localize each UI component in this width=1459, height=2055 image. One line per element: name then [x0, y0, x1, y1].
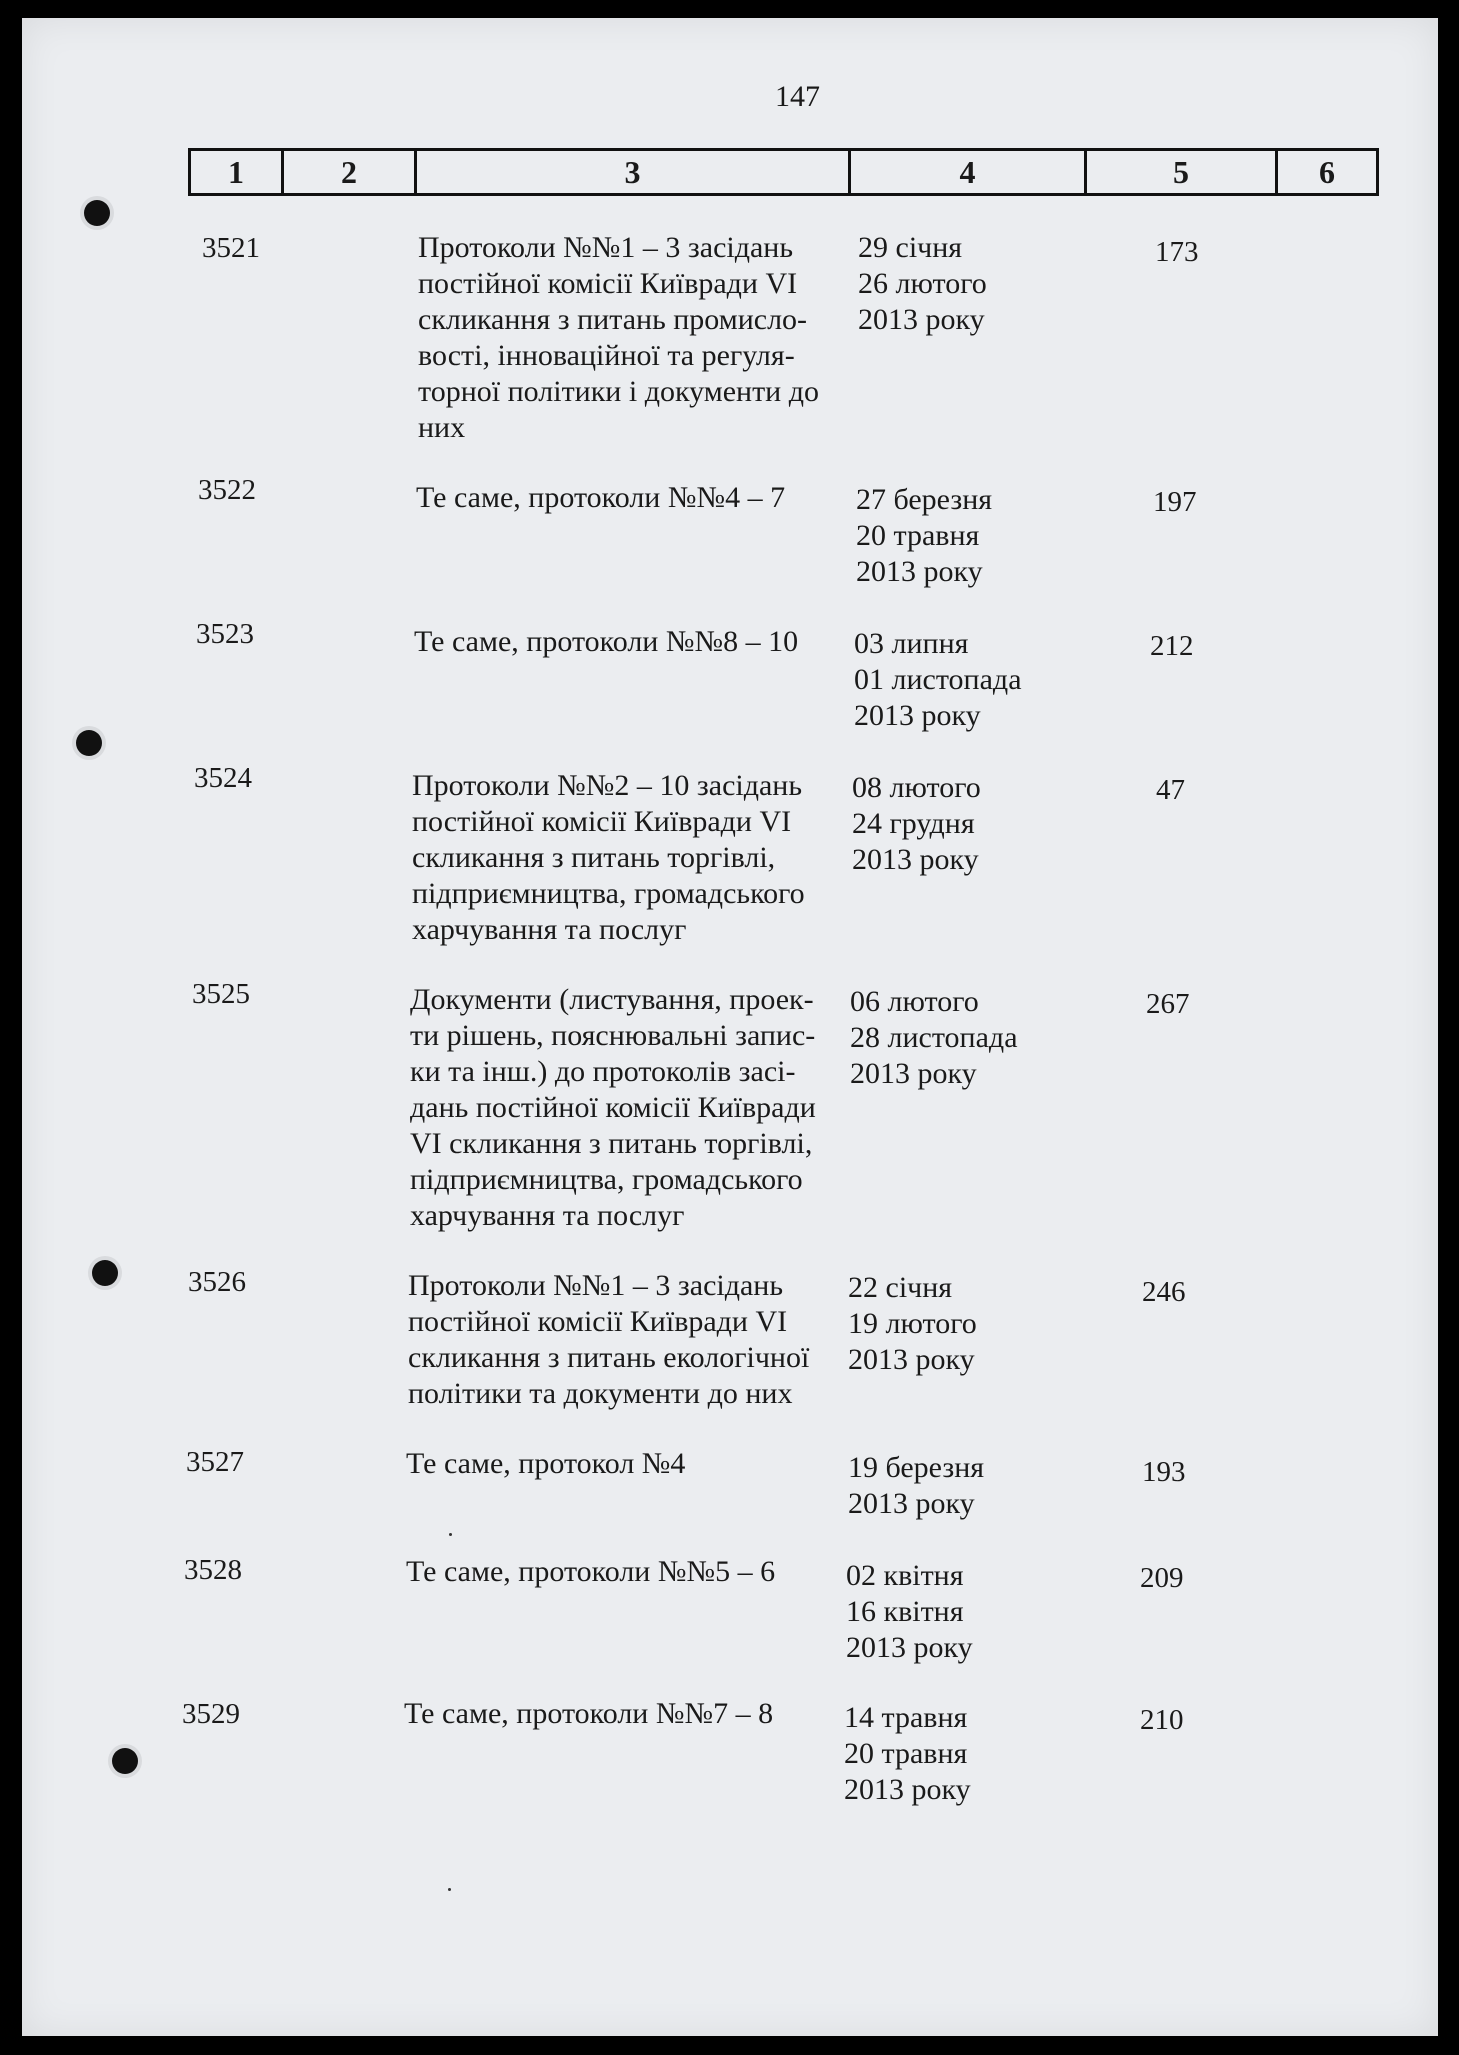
- sheet-count: 267: [1146, 988, 1190, 1020]
- file-number: 3523: [196, 618, 254, 650]
- file-dates: 02 квітня 16 квітня 2013 року: [846, 1559, 973, 1664]
- column-header: 2: [284, 151, 417, 193]
- file-number: 3525: [192, 978, 250, 1010]
- file-number: 3529: [182, 1698, 240, 1730]
- punch-hole: [76, 730, 102, 756]
- file-number: 3526: [188, 1266, 246, 1298]
- file-title: Документи (листування, проек- ти рішень, пояснювальні запис- ки та інш.) до протоколів засі- дань постійної комісії Київради VI скликання з питань торгівлі, підприємництва, громадського харчування та послуг: [410, 983, 816, 1232]
- column-header: 3: [417, 151, 851, 193]
- speck: [449, 1533, 452, 1536]
- file-number: 3528: [184, 1554, 242, 1586]
- file-dates: 06 лютого 28 листопада 2013 року: [850, 985, 1018, 1090]
- column-header: 1: [191, 151, 284, 193]
- file-title: Те саме, протокол №4: [406, 1447, 686, 1480]
- file-title: Те саме, протоколи №№5 – 6: [406, 1555, 776, 1588]
- sheet-count: 197: [1153, 486, 1197, 518]
- file-title: Те саме, протоколи №№4 – 7: [416, 481, 786, 514]
- column-header: 4: [851, 151, 1087, 193]
- file-dates: 14 травня 20 травня 2013 року: [844, 1701, 971, 1806]
- column-header: 5: [1087, 151, 1278, 193]
- punch-hole: [112, 1748, 138, 1774]
- file-title: Протоколи №№2 – 10 засідань постійної комісії Київради VI скликання з питань торгівлі, підприємництва, громадського харчування та послуг: [412, 769, 805, 946]
- file-dates: 29 січня 26 лютого 2013 року: [858, 231, 987, 336]
- file-number: 3527: [186, 1446, 244, 1478]
- file-title: Те саме, протоколи №№8 – 10: [414, 625, 799, 658]
- file-number: 3524: [194, 762, 252, 794]
- sheet-count: 47: [1156, 774, 1185, 806]
- sheet-count: 246: [1142, 1276, 1186, 1308]
- file-dates: 22 січня 19 лютого 2013 року: [848, 1271, 977, 1376]
- column-header-row: [188, 148, 1379, 196]
- file-title: Те саме, протоколи №№7 – 8: [404, 1697, 774, 1730]
- punch-hole: [92, 1260, 118, 1286]
- file-number: 3521: [202, 232, 260, 264]
- file-dates: 08 лютого 24 грудня 2013 року: [852, 771, 981, 876]
- file-number: 3522: [198, 474, 256, 506]
- sheet-count: 173: [1155, 236, 1199, 268]
- punch-hole: [84, 200, 110, 226]
- page-number: 147: [775, 80, 820, 113]
- file-dates: 27 березня 20 травня 2013 року: [856, 483, 993, 588]
- file-title: Протоколи №№1 – 3 засідань постійної комісії Київради VI скликання з питань екологічної політики та документи до них: [408, 1269, 810, 1410]
- sheet-count: 210: [1140, 1704, 1184, 1736]
- column-header: 6: [1319, 153, 1335, 190]
- speck: [448, 1888, 451, 1891]
- file-title: Протоколи №№1 – 3 засідань постійної комісії Київради VI скликання з питань промисло- вості, інноваційної та регуля- торної політики і документи до них: [418, 231, 820, 444]
- sheet-count: 209: [1140, 1562, 1184, 1594]
- file-dates: 03 липня 01 листопада 2013 року: [854, 627, 1022, 732]
- file-dates: 19 березня 2013 року: [848, 1451, 985, 1520]
- sheet-count: 212: [1150, 630, 1194, 662]
- sheet-count: 193: [1142, 1456, 1186, 1488]
